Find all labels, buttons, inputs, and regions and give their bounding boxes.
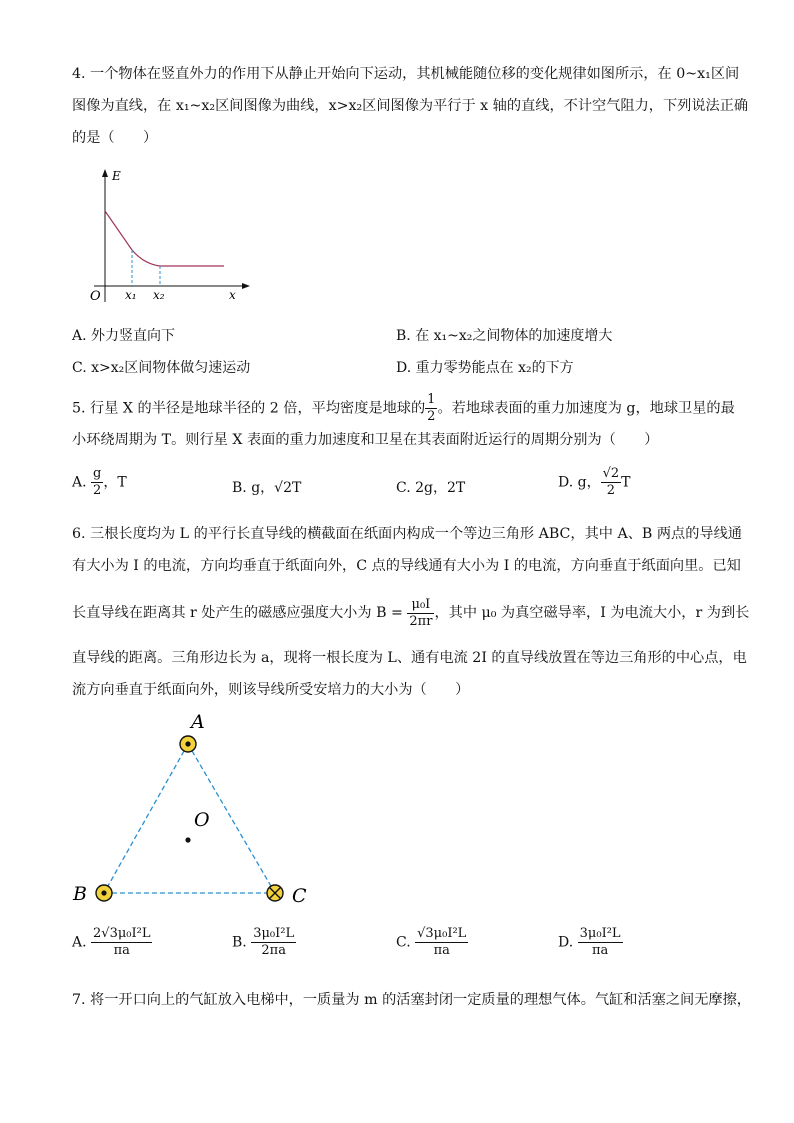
- q5-line-1b: 。若地球表面的重力加速度为 g，地球卫星的最: [437, 400, 735, 417]
- q4-option-d: D. 重力零势能点在 x₂的下方: [396, 360, 574, 376]
- q6-label-a: A: [191, 711, 205, 733]
- q6-center-point: [185, 837, 190, 842]
- q6-option-a: [72, 926, 152, 959]
- q5-option-d-fraction: [601, 466, 622, 499]
- q4-origin-label: O: [90, 289, 101, 304]
- q6-option-c: [396, 926, 468, 959]
- q5-half-den: 2: [427, 409, 436, 424]
- q6-option-b: [232, 926, 296, 959]
- q6-wire-b-out-icon: [96, 885, 112, 901]
- q6-option-a-num: 2√3μ₀I²L: [93, 926, 151, 941]
- q6-option-d-prefix: D.: [558, 934, 574, 951]
- q6-option-d-fraction: [578, 926, 623, 959]
- q5-option-a: [72, 466, 127, 499]
- q5-half-fraction: [425, 392, 437, 425]
- q5-option-a-fraction: [91, 466, 103, 499]
- q4-x1-label: x₁: [125, 288, 137, 302]
- q6-line-3b: ，其中 μ₀ 为真空磁导率，I 为电流大小，r 为到长: [434, 605, 750, 621]
- q6-option-c-den: πa: [433, 943, 450, 958]
- q6-label-c: C: [292, 885, 307, 907]
- q5-half-num: 1: [427, 392, 436, 407]
- q5-option-d-num: √2: [602, 466, 620, 481]
- q6-option-c-fraction: [415, 926, 468, 959]
- q4-x-axis-arrow: [242, 283, 250, 289]
- q5-line-1a: 5. 行星 X 的半径是地球半径的 2 倍，平均密度是地球的: [72, 400, 426, 417]
- q6-option-a-prefix: A.: [72, 934, 87, 951]
- q4-line-2: 图像为直线，在 x₁~x₂区间图像为曲线，x>x₂区间图像为平行于 x 轴的直线，不计空气阻力，下列说法正确: [72, 98, 749, 114]
- q7-line-1: 7. 将一开口向上的气缸放入电梯中，一质量为 m 的活塞封闭一定质量的理想气体。气缸和活塞之间无摩擦，: [72, 992, 751, 1008]
- q4-energy-graph: [84, 164, 254, 314]
- q5-option-b: B. g，√2T: [232, 480, 302, 496]
- q6-line-4: 直导线的距离。三角形边长为 a，现将一根长度为 L、通有电流 2I 的直导线放置在等边三角形的中心点，电: [72, 650, 747, 666]
- q4-x-label: x: [229, 288, 236, 302]
- q6-option-c-num: √3μ₀I²L: [417, 926, 467, 941]
- q6-option-a-fraction: [91, 926, 152, 959]
- q6-option-d-den: πa: [591, 943, 609, 958]
- q6-line-1: 6. 三根长度均为 L 的平行长直导线的横截面在纸面内构成一个等边三角形 ABC，其中 A、B 两点的导线通: [72, 526, 742, 542]
- q6-formula-den: 2πr: [409, 613, 433, 629]
- q6-line-3: [72, 596, 749, 630]
- q4-line-1: 4. 一个物体在竖直外力的作用下从静止开始向下运动，其机械能随位移的变化规律如图所示，在 0~x₁区间: [72, 66, 740, 82]
- q5-line-2: 小环绕周期为 T。则行星 X 表面的重力加速度和卫星在其表面附近运行的周期分别为（ ）: [72, 432, 659, 448]
- q4-option-c: C. x>x₂区间物体做匀速运动: [72, 360, 251, 376]
- q6-side-ab: [104, 744, 188, 893]
- q5-option-d-den: 2: [606, 483, 616, 498]
- q4-x2-label: x₂: [153, 288, 165, 302]
- q6-option-b-den: 2πa: [261, 943, 286, 958]
- q4-y-axis-arrow: [102, 169, 108, 177]
- q6-line-2: 有大小为 I 的电流，方向均垂直于纸面向外，C 点的导线通有大小为 I 的电流，方向垂直于纸面向里。已知: [72, 558, 741, 574]
- q4-line-3: 的是（ ）: [72, 130, 158, 146]
- q6-formula-fraction: [407, 597, 434, 630]
- q6-label-b: B: [73, 883, 87, 905]
- q6-label-o: O: [194, 809, 210, 831]
- q4-y-label: E: [112, 169, 121, 183]
- q5-option-a-prefix: A.: [72, 474, 87, 491]
- q6-formula-num: μ₀I: [407, 597, 434, 614]
- q4-option-b: B. 在 x₁~x₂之间物体的加速度增大: [396, 328, 613, 344]
- q6-option-d-num: 3μ₀I²L: [579, 926, 621, 941]
- q6-option-c-prefix: C.: [396, 934, 411, 951]
- q4-energy-curve: [105, 211, 224, 266]
- q6-option-a-den: πa: [113, 943, 130, 958]
- q5-line-1: [72, 392, 735, 425]
- q6-option-d: [558, 926, 623, 959]
- q6-line-3a: 长直导线在距离其 r 处产生的磁感应强度大小为 B =: [72, 605, 403, 621]
- q6-option-b-num: 3μ₀I²L: [253, 926, 295, 941]
- q5-option-a-den: 2: [93, 483, 102, 498]
- q5-option-d: [558, 466, 631, 499]
- q5-option-d-suffix: T: [621, 474, 631, 491]
- q5-option-a-suffix: ，T: [103, 474, 127, 491]
- q5-option-a-num: g: [93, 466, 102, 481]
- q6-wire-c-in-icon: [267, 885, 283, 901]
- q6-line-5: 流方向垂直于纸面向外，则该导线所受安培力的大小为（ ）: [72, 682, 470, 698]
- q4-option-a: A. 外力竖直向下: [72, 328, 176, 344]
- q5-option-d-prefix: D. g，: [558, 474, 601, 491]
- q6-wire-a-out-icon: [180, 736, 196, 752]
- q6-option-b-prefix: B.: [232, 934, 247, 951]
- q6-triangle-figure: [66, 706, 326, 916]
- q5-option-c: C. 2g，2T: [396, 480, 466, 496]
- q6-option-b-fraction: [251, 926, 296, 959]
